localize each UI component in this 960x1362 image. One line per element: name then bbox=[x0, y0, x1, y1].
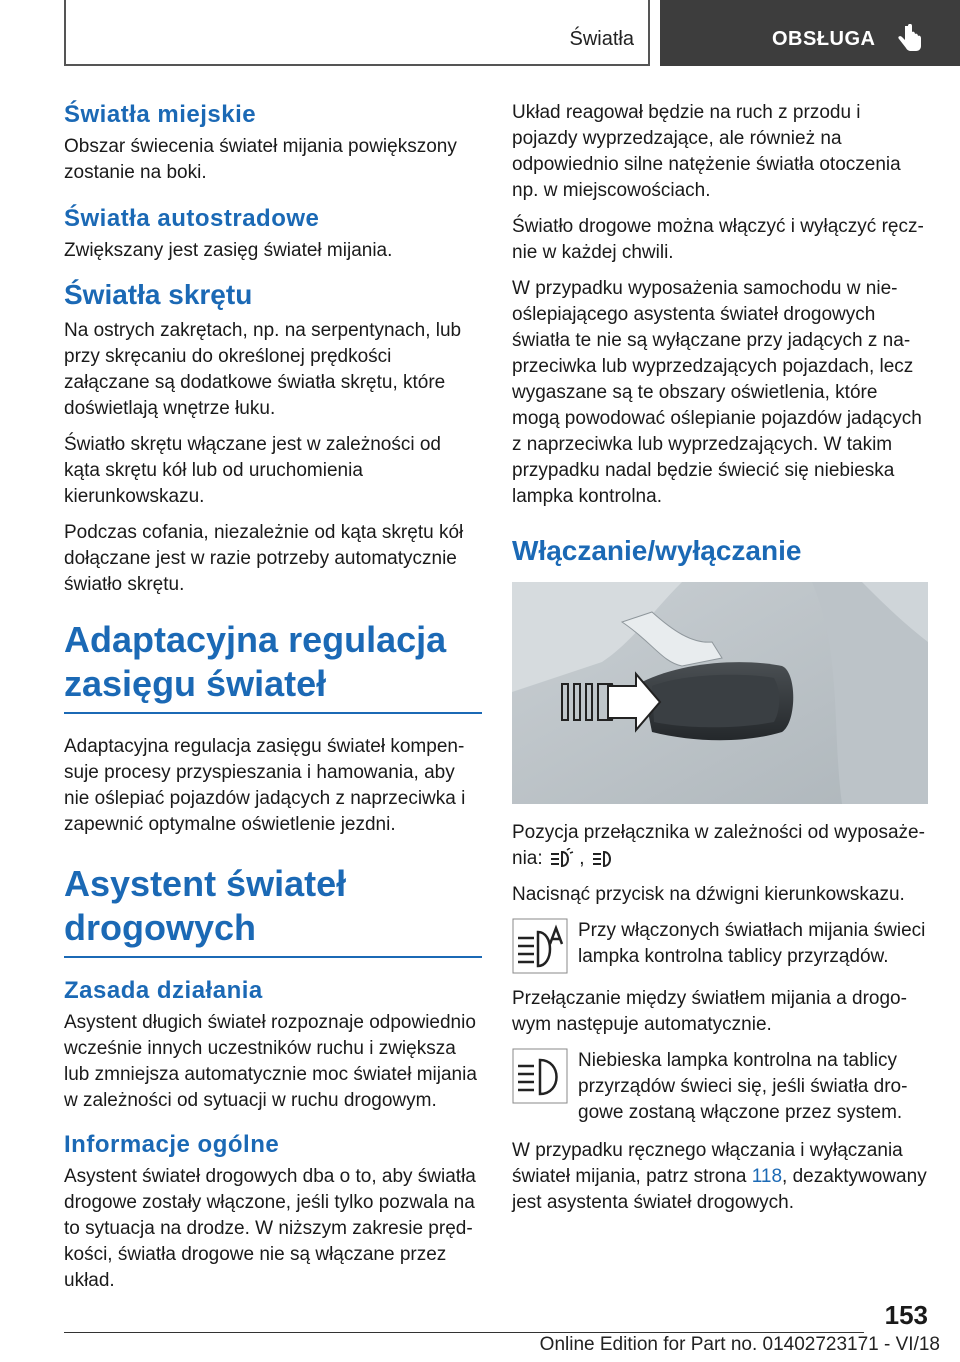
heading-on-off: Włączanie/wyłączanie bbox=[512, 535, 802, 566]
heading-motorway-lights: Światła autostradowe bbox=[64, 205, 320, 232]
right-column bbox=[512, 100, 930, 1226]
text-switch-position-separator: , bbox=[579, 848, 585, 869]
auto-high-beam-small-icon bbox=[548, 848, 574, 870]
header-chapter-tab[interactable] bbox=[660, 0, 960, 66]
text-press-button: Nacisnąć przycisk na dźwigni kierunkowskazu. bbox=[512, 884, 905, 905]
text-turn-lights-3: Podczas cofania, niezależnie od kąta skrętu kół dołączane jest w razie potrzeby automatycznie światło skrętu. bbox=[64, 522, 464, 595]
page-reference-link[interactable]: 118 bbox=[751, 1166, 783, 1187]
heading-assist-line1: Asystent świateł bbox=[64, 863, 347, 904]
text-manual-reference bbox=[512, 1138, 930, 1216]
header-frame bbox=[64, 0, 650, 66]
heading-principle: Zasada działania bbox=[64, 977, 263, 1004]
text-motorway-lights: Zwiększany jest zasięg świateł mijania. bbox=[64, 240, 393, 261]
heading-general-info: Informacje ogólne bbox=[64, 1131, 280, 1158]
text-turn-lights-2: Światło skrętu włączane jest w zależności od kąta skrętu kół lub od uruchomienia kierunkowskazu. bbox=[64, 434, 442, 507]
header-section-title: Światła bbox=[569, 28, 634, 50]
high-beam-small-icon bbox=[590, 848, 616, 870]
text-ref-after: , dezaktywowany jest asystenta świateł drogowych. bbox=[512, 1166, 927, 1213]
indicator-block-high-beam bbox=[512, 1048, 930, 1126]
text-auto-switching: Przełączanie między światłem mijania a drogowym następuje automatycznie. bbox=[512, 988, 907, 1035]
left-column bbox=[64, 100, 482, 1304]
text-manual-switch: Światło drogowe można włączyć i wyłączyć ręcznie w każdej chwili. bbox=[512, 216, 924, 263]
heading-assist-line2: drogowych bbox=[64, 907, 257, 948]
heading-adaptive-line2: zasięgu świateł bbox=[64, 663, 327, 704]
text-antiglare: W przypadku wyposażenia samochodu w nieoślepiającego asystenta świateł drogowych światła te nie są wyłączane przy jadących z naprzeciwka lub wyprzedzających pojazdach, lecz wygaszane są te obszary oświetlenia, które mogą powodować oślepianie pojazdów jadących z naprzeciwka lub wyprzedzających. W takim przypadku nadal będzie świecić się niebieska lampka kontrolna. bbox=[512, 278, 922, 507]
headlight-assist-a-icon bbox=[512, 918, 568, 974]
text-city-lights: Obszar świecenia świateł mijania powiększony zostanie na boki. bbox=[64, 136, 457, 183]
text-principle: Asystent długich świateł rozpoznaje odpowiednio wcześnie innych uczestników ruchu i zwiększa lub zmniejsza automatycznie moc świateł mijania w zależności od sytuacji w ruchu drogowym. bbox=[64, 1012, 477, 1111]
text-turn-lights-1: Na ostrych zakrętach, np. na serpentynach, lub przy skręcaniu do określonej prędkości załączane są dodatkowe światła skrętu, które doświetlają wnętrze łuku. bbox=[64, 320, 462, 419]
indicator-block-assist bbox=[512, 918, 930, 974]
footer-edition: Online Edition for Part no. 01402723171 - VI/18 bbox=[539, 1334, 940, 1355]
heading-turn-lights: Światła skrętu bbox=[64, 279, 253, 310]
text-ref-before: W przypadku ręcznego włączania i wyłączania świateł mijania, patrz strona bbox=[512, 1140, 903, 1187]
text-general-info: Asystent świateł drogowych dba o to, aby światła drogowe zostały włączone, jeśli tylko pozwala na to sytuacja na drodze. W niższym zakresie prędkości, światła drogowe nie są włączane przez układ. bbox=[64, 1166, 476, 1291]
indicator-assist-text: Przy włączonych światłach mijania świeci lampka kontrolna tablicy przyrządów. bbox=[578, 920, 926, 967]
indicator-high-beam-text: Niebieska lampka kontrolna na tablicy przyrządów świeci się, jeśli światła drogowe zostaną włączone przez system. bbox=[578, 1050, 908, 1123]
stalk-button-photo bbox=[512, 582, 928, 804]
page-number: 153 bbox=[884, 1300, 928, 1330]
text-system-reaction: Układ reagował będzie na ruch z przodu i pojazdy wyprzedzające, ale również na odpowiednio silne natężenie światła otoczenia np. w miejscowościach. bbox=[512, 102, 901, 201]
high-beam-icon bbox=[512, 1048, 568, 1104]
heading-adaptive-range bbox=[64, 618, 482, 714]
text-adaptive-range: Adaptacyjna regulacja zasięgu świateł kompensuje procesy przyspieszania i hamowania, aby nie oślepiać pojazdów jadących z naprzeciwka i zapewnić optymalne oświetlenie jezdni. bbox=[64, 736, 466, 835]
text-switch-position-prefix: Pozycja przełącznika w zależności od wyposażenia: bbox=[512, 822, 925, 869]
footer-divider bbox=[64, 1332, 864, 1333]
heading-city-lights: Światła miejskie bbox=[64, 101, 257, 128]
text-switch-position bbox=[512, 820, 930, 872]
hand-pointer-icon bbox=[896, 24, 924, 56]
heading-high-beam-assistant bbox=[64, 862, 482, 958]
header-tab-label: OBSŁUGA bbox=[772, 28, 876, 50]
heading-adaptive-line1: Adaptacyjna regulacja bbox=[64, 619, 447, 660]
